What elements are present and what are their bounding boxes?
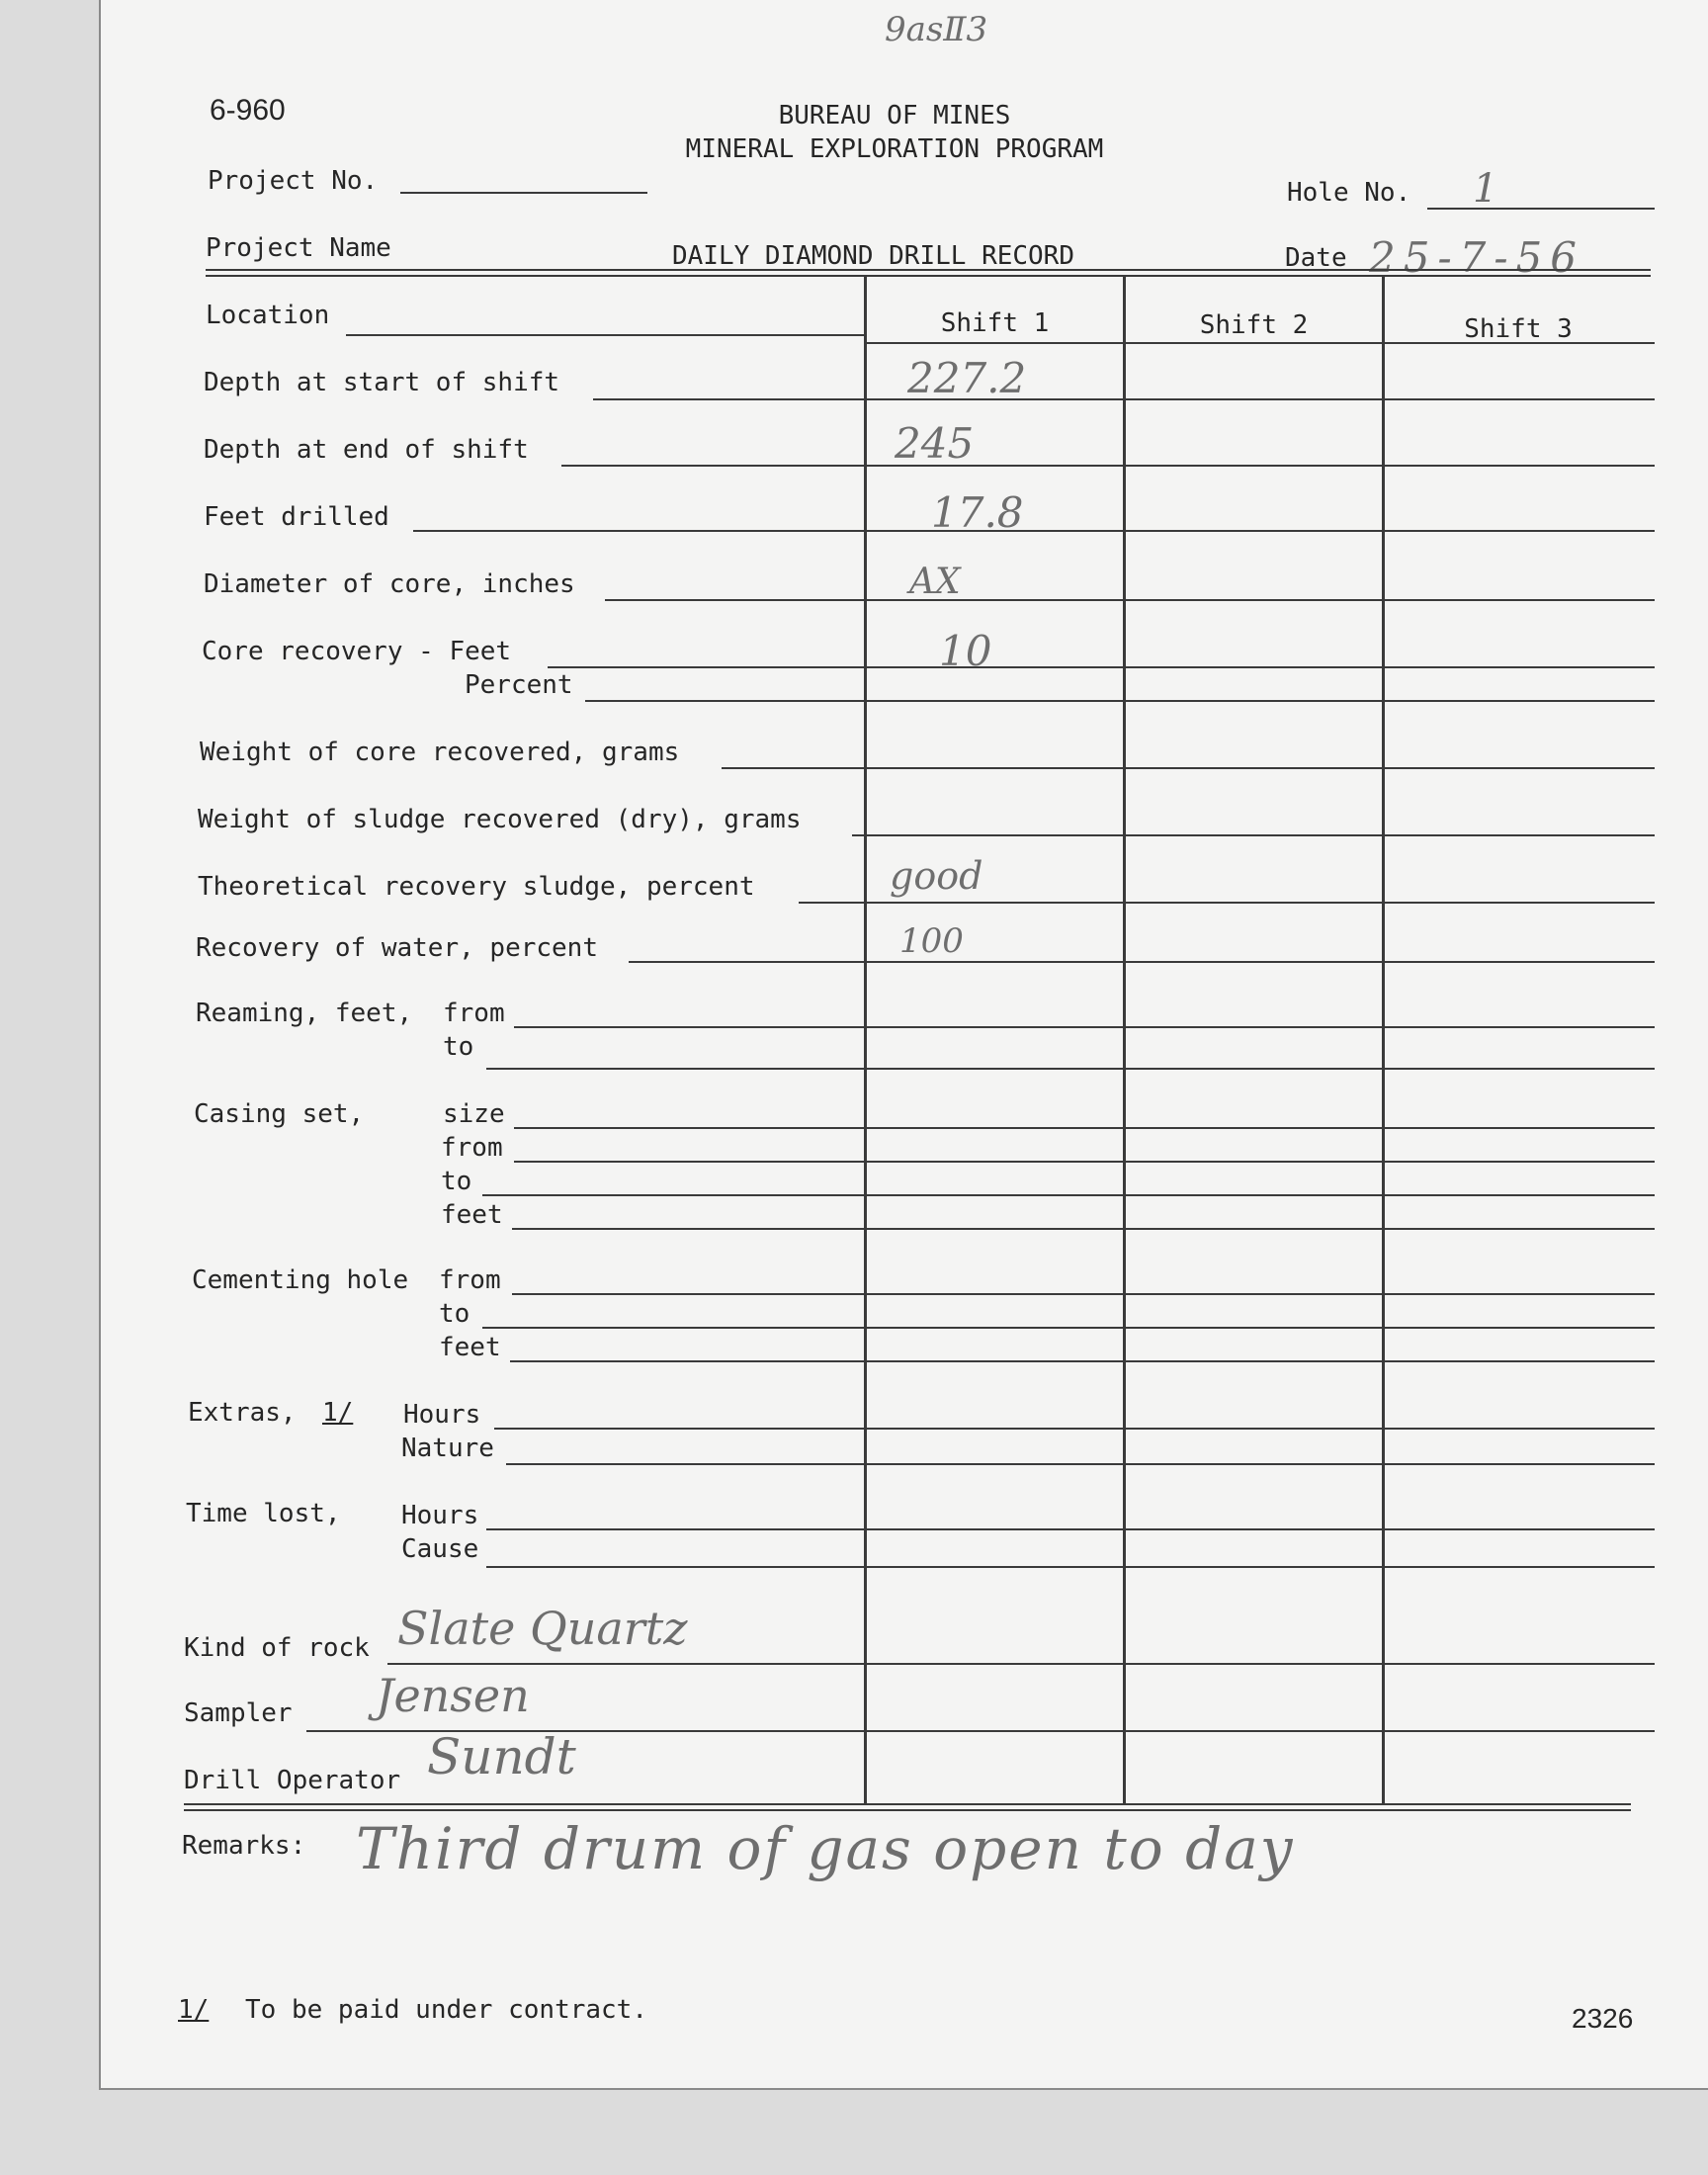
diameter-label: Diameter of core, inches: [204, 569, 575, 599]
casing-to-label: to: [441, 1167, 472, 1196]
col-divider-2: [1123, 277, 1126, 1804]
hole-no-value: 1: [1473, 166, 1498, 212]
weight-core-row-line: [722, 767, 1655, 769]
location-label: Location: [206, 301, 330, 330]
project-no-field: [400, 192, 647, 194]
feet-drilled-row-line: [413, 530, 1655, 532]
casing-feet-label: feet: [441, 1200, 503, 1230]
time-lost-label: Time lost,: [186, 1499, 341, 1528]
extras-nature-row-line: [506, 1463, 1655, 1465]
col-divider-1: [864, 277, 867, 1804]
extras-label: Extras,: [188, 1398, 297, 1428]
core-recovery-row-line: [548, 666, 1655, 668]
casing-size-row-line: [514, 1127, 1655, 1129]
depth-end-shift1: 245: [895, 419, 975, 468]
cementing-feet-row-line: [510, 1360, 1655, 1362]
recovery-water-shift1: 100: [899, 921, 964, 961]
extras-hours-label: Hours: [403, 1400, 481, 1430]
casing-size-label: size: [443, 1099, 505, 1129]
casing-from-row-line: [514, 1161, 1655, 1163]
depth-start-shift1: 227.2: [907, 354, 1027, 402]
feet-drilled-label: Feet drilled: [204, 502, 389, 532]
shift-header-rule: [867, 342, 1655, 344]
agency-title: BUREAU OF MINES: [778, 101, 1011, 130]
casing-from-label: from: [441, 1133, 503, 1163]
project-name-label: Project Name: [206, 233, 391, 263]
project-no-label: Project No.: [208, 166, 379, 196]
hole-no-label: Hole No.: [1287, 178, 1411, 208]
location-field: [346, 334, 864, 336]
cementing-from-label: from: [439, 1265, 501, 1295]
drill-operator-value: Sundt: [427, 1728, 576, 1785]
hole-no-field: [1427, 208, 1655, 210]
shift-1-header: Shift 1: [940, 308, 1050, 338]
sampler-label: Sampler: [184, 1698, 293, 1728]
cementing-to-row-line: [482, 1327, 1655, 1329]
depth-start-label: Depth at start of shift: [204, 368, 560, 397]
cementing-feet-label: feet: [439, 1333, 501, 1362]
reaming-from-label: from: [443, 999, 505, 1028]
col-divider-3: [1382, 277, 1385, 1804]
cementing-from-row-line: [512, 1293, 1655, 1295]
footnote-text: To be paid under contract.: [245, 1995, 647, 2025]
time-lost-hours-row-line: [486, 1528, 1655, 1530]
remarks-label: Remarks:: [182, 1831, 306, 1861]
sampler-value: Jensen: [376, 1669, 530, 1722]
casing-label: Casing set,: [194, 1099, 365, 1129]
theoretical-sludge-row-line: [799, 902, 1655, 904]
header-rule-bottom: [206, 275, 1651, 277]
form-number: 6-960: [210, 94, 286, 127]
reaming-from-row-line: [514, 1026, 1655, 1028]
record-title: DAILY DIAMOND DRILL RECORD: [672, 241, 1074, 271]
page-number: 2326: [1572, 2003, 1634, 2034]
depth-start-row-line: [593, 398, 1655, 400]
date-label: Date: [1285, 243, 1347, 273]
date-value: 25-7-56: [1369, 233, 1584, 282]
recovery-water-label: Recovery of water, percent: [196, 933, 598, 963]
cementing-label: Cementing hole: [192, 1265, 409, 1295]
depth-end-label: Depth at end of shift: [204, 435, 529, 465]
extras-nature-label: Nature: [401, 1434, 494, 1463]
time-lost-cause-row-line: [486, 1566, 1655, 1568]
extras-footnote-ref: 1/: [322, 1398, 354, 1428]
drill-operator-rule-top: [184, 1803, 1631, 1805]
drill-operator-rule-bottom: [184, 1809, 1631, 1811]
top-note: 9asⅡ3: [885, 10, 988, 49]
percent-row-line: [585, 700, 1655, 702]
casing-feet-row-line: [512, 1228, 1655, 1230]
header-rule-top: [206, 269, 1651, 271]
footnote-mark: 1/: [178, 1995, 210, 2025]
drill-operator-label: Drill Operator: [184, 1766, 401, 1795]
casing-to-row-line: [482, 1194, 1655, 1196]
kind-of-rock-label: Kind of rock: [184, 1633, 370, 1663]
feet-drilled-shift1: 17.8: [931, 488, 1024, 537]
program-title: MINERAL EXPLORATION PROGRAM: [685, 134, 1104, 164]
shift-3-header: Shift 3: [1464, 314, 1573, 344]
core-recovery-label: Core recovery - Feet: [202, 637, 512, 666]
percent-label: Percent: [465, 670, 573, 700]
theoretical-sludge-shift1: good: [890, 854, 983, 898]
time-lost-cause-label: Cause: [401, 1534, 479, 1564]
cementing-to-label: to: [439, 1299, 470, 1329]
kind-of-rock-row-line: [387, 1663, 1655, 1665]
diameter-row-line: [605, 599, 1655, 601]
remarks-value: Third drum of gas open to day: [356, 1815, 1295, 1882]
shift-2-header: Shift 2: [1199, 310, 1309, 340]
diameter-shift1: AX: [909, 562, 961, 602]
kind-of-rock-value: Slate Quartz: [397, 1602, 688, 1655]
weight-core-label: Weight of core recovered, grams: [200, 738, 680, 767]
extras-hours-row-line: [494, 1428, 1655, 1430]
weight-sludge-row-line: [852, 834, 1655, 836]
recovery-water-row-line: [629, 961, 1655, 963]
time-lost-hours-label: Hours: [401, 1501, 479, 1530]
depth-end-row-line: [561, 465, 1655, 467]
theoretical-sludge-label: Theoretical recovery sludge, percent: [198, 872, 755, 902]
reaming-to-row-line: [486, 1068, 1655, 1070]
reaming-to-label: to: [443, 1032, 474, 1062]
reaming-label: Reaming, feet,: [196, 999, 413, 1028]
core-recovery-shift1: 10: [939, 627, 992, 675]
weight-sludge-label: Weight of sludge recovered (dry), grams: [198, 805, 802, 834]
